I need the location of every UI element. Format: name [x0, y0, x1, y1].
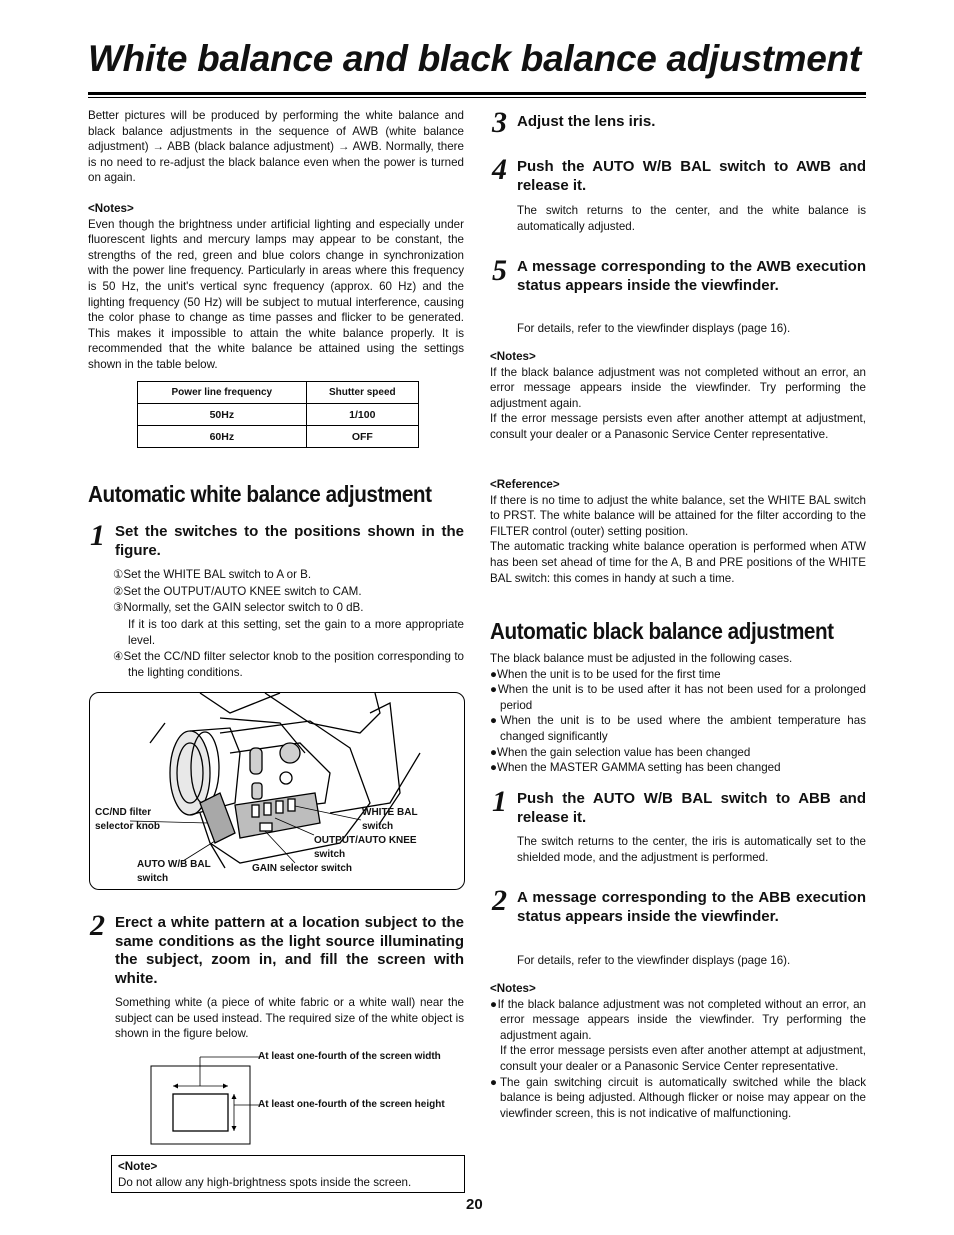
step-body: The switch returns to the center, and the white balance is automatically adjusted. — [517, 204, 866, 233]
step-number: 5 — [492, 254, 507, 287]
table-header-row — [138, 382, 419, 404]
list-item: ●When the MASTER GAMMA setting has been changed — [490, 761, 781, 775]
step-text: Push the AUTO W/B BAL switch to AWB and release it. — [517, 158, 866, 194]
step-number: 1 — [492, 785, 507, 818]
label-ccnd-knob: CC/ND filter selector knob — [95, 807, 161, 832]
notes-body: ●The gain switching circuit is automatically switched while the black balance is being adjusted. Although flicker or noise may appear on the viewfinder screen, this is not indicative of malfunctioning. — [490, 1075, 866, 1120]
table-cell: 60Hz — [138, 426, 307, 448]
step-body: For details, refer to the viewfinder displays (page 16). — [517, 954, 791, 967]
section-heading-awb: Automatic white balance adjustment — [88, 481, 432, 507]
notes-body: If the black balance adjustment was not completed without an error, an error message appears inside the viewfinder. Try performing the adjustment again. — [490, 365, 866, 410]
label-output-knee: OUTPUT/AUTO KNEE switch — [314, 835, 417, 860]
page-title: White balance and black balance adjustment — [88, 38, 861, 79]
step-sub-list — [113, 567, 464, 681]
table-cell: 1/100 — [306, 404, 418, 426]
list-item: If it is too dark at this setting, set the gain to a more appropriate level. — [128, 617, 464, 647]
step-text: Erect a white pattern at a location subject to the same conditions as the light source illuminating the subject, zoom in, and fill the screen with white. — [115, 914, 464, 987]
list-item: ●When the unit is to be used for the first time — [490, 667, 721, 681]
list-item: ①Set the WHITE BAL switch to A or B. — [113, 568, 312, 581]
step-text: Adjust the lens iris. — [517, 113, 656, 130]
step-number: 2 — [492, 884, 507, 917]
table-row — [138, 404, 419, 426]
screen-size-diagram — [150, 1052, 260, 1146]
abb-notes-block — [490, 981, 866, 1121]
note-box — [111, 1155, 465, 1193]
list-item: ●When the unit is to be used after it has not been used for a prolonged period — [490, 683, 866, 712]
label-screen-width: At least one-fourth of the screen width — [258, 1051, 441, 1062]
notes-body: If the error message persists even after another attempt at adjustment, consult your dealer or a Panasonic Service Center representative. — [490, 412, 866, 441]
reference-body: If there is no time to adjust the white balance, set the WHITE BAL switch to PRST. The white balance will be attained for the filter according to the FILTER control (outer) setting position. — [490, 493, 866, 538]
list-item: ③Normally, set the GAIN selector switch to 0 dB. — [113, 601, 364, 615]
list-item: ④Set the CC/ND filter selector knob to the position corresponding to the lighting conditions. — [113, 649, 464, 679]
title-rule-thick — [88, 92, 866, 95]
table-header: Power line frequency — [138, 382, 307, 404]
notes-body: Even though the brightness under artificial lighting and especially under fluorescent lights and mercury lamps may appear to be constant, the strengths of the red, green and blue colors change in synchronization with the power line frequency. Particularly in areas where this frequency is 50 Hz, the unit's vertical sync frequency (approx. 60 Hz) and the lighting frequency (50 Hz) will be subject to mutual interference, causing the color phase to change as time passes and flicker to be generated. This makes it impossible to attain the white balance properly. It is recommended that the white balance be attained using the settings shown in the table below. — [88, 217, 464, 371]
table-cell: 50Hz — [138, 404, 307, 426]
frequency-table — [137, 381, 419, 448]
table-header: Shutter speed — [306, 382, 418, 404]
list-item: ●When the gain selection value has been changed — [490, 745, 751, 759]
step-number: 2 — [90, 909, 105, 942]
step-text: A message corresponding to the ABB execution status appears inside the viewfinder. — [517, 889, 866, 925]
step-number: 3 — [492, 106, 507, 139]
label-screen-height: At least one-fourth of the screen height — [258, 1099, 445, 1110]
abb-cases — [490, 651, 866, 776]
page-number: 20 — [466, 1196, 483, 1213]
notes-body: ●If the black balance adjustment was not completed without an error, an error message appears inside the viewfinder. Try performing the adjustment again. — [490, 997, 866, 1042]
notes-body: If the error message persists even after another attempt at adjustment, consult your dealer or a Panasonic Service Center representative. — [500, 1044, 866, 1073]
reference-block — [490, 477, 866, 586]
step-text: Set the switches to the positions shown in the figure. — [115, 523, 464, 559]
title-rule-thin — [88, 97, 866, 98]
step-body: Something white (a piece of white fabric or a white wall) near the subject can be used instead. The required size of the white object is shown in the figure below. — [115, 996, 464, 1041]
list-item: ②Set the OUTPUT/AUTO KNEE switch to CAM. — [113, 584, 362, 598]
label-gain: GAIN selector switch — [252, 863, 353, 874]
step-number: 4 — [492, 153, 507, 186]
step-body: The switch returns to the center, the iris is automatically set to the shielded mode, and the adjustment is performed. — [517, 835, 866, 864]
camera-figure — [89, 692, 465, 890]
awb-notes-block — [490, 349, 866, 443]
table-row — [138, 426, 419, 448]
section-heading-abb: Automatic black balance adjustment — [490, 618, 834, 644]
intro-paragraph: Better pictures will be produced by performing the white balance and black balance adjustments in the sequence of AWB (white balance adjustment) → ABB (black balance adjustment) → AWB. Normally, there is no need to re-adjust the black balance even when the power is turned on again. — [88, 109, 464, 185]
step-text: Push the AUTO W/B BAL switch to ABB and release it. — [517, 790, 866, 826]
reference-body: The automatic tracking white balance operation is performed when ATW has been set ahead of time for the A, B and PRE positions of the WHITE BAL switch: this comes in handy at such a time. — [490, 540, 866, 585]
step-body: For details, refer to the viewfinder displays (page 16). — [517, 322, 791, 335]
reference-heading: <Reference> — [490, 478, 560, 491]
abb-intro: The black balance must be adjusted in the following cases. — [490, 652, 793, 665]
table-cell: OFF — [306, 426, 418, 448]
step-text: A message corresponding to the AWB execution status appears inside the viewfinder. — [517, 258, 866, 294]
note-body: Do not allow any high-brightness spots inside the screen. — [118, 1175, 412, 1189]
label-white-bal: WHITE BAL switch — [362, 807, 418, 832]
notes-heading: <Notes> — [490, 982, 536, 995]
notes-block — [88, 201, 464, 373]
note-heading: <Note> — [118, 1160, 158, 1173]
step-number: 1 — [90, 519, 105, 552]
label-auto-wb: AUTO W/B BAL switch — [137, 859, 211, 884]
list-item: ●When the unit is to be used where the ambient temperature has changed significantly — [490, 714, 866, 743]
notes-heading: <Notes> — [490, 350, 536, 363]
notes-heading: <Notes> — [88, 202, 134, 215]
